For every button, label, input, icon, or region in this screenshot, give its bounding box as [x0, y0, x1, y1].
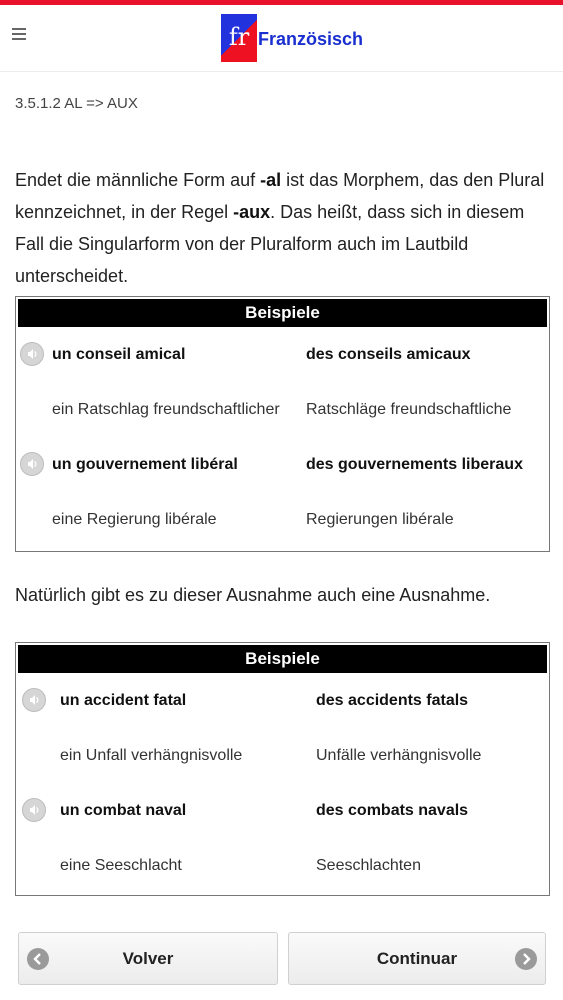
examples-table-1	[15, 296, 550, 552]
section-breadcrumb: 3.5.1.2 AL => AUX	[15, 95, 138, 112]
continue-button[interactable]	[288, 932, 546, 985]
arrow-right-icon	[515, 948, 537, 970]
french-flag-logo: fr	[221, 14, 257, 62]
speaker-icon[interactable]	[22, 798, 46, 822]
exception-paragraph: Natürlich gibt es zu dieser Ausnahme auch eine Ausnahme.	[15, 585, 491, 605]
example-row	[16, 437, 549, 492]
german-singular: eine Seeschlacht	[60, 857, 182, 874]
german-plural: Unfälle verhängnisvolle	[316, 747, 482, 764]
french-plural: des accidents fatals	[316, 692, 469, 709]
german-plural: Ratschläge freundschaftliche	[306, 401, 512, 418]
translation-row	[16, 382, 549, 437]
translation-row	[16, 492, 549, 547]
speaker-icon[interactable]	[20, 342, 44, 366]
intro-bold-al: -al	[260, 170, 282, 190]
french-plural: des combats navals	[316, 802, 469, 819]
back-button[interactable]	[18, 932, 278, 985]
speaker-icon[interactable]	[22, 688, 46, 712]
app-title: Französisch	[258, 29, 364, 49]
intro-text-3: . Das heißt, dass sich in diesem Fall die Singularform von der Pluralform auch im Lautbild unterscheidet.	[15, 202, 525, 286]
french-plural: des conseils amicaux	[306, 346, 471, 363]
intro-paragraph	[15, 164, 555, 292]
intro-text-2: ist das Morphem, das den Plural kennzeichnet, in der Regel	[15, 170, 545, 222]
translation-row	[16, 728, 549, 783]
example-row	[16, 673, 549, 728]
back-button-label: Volver	[122, 949, 174, 968]
german-plural: Seeschlachten	[316, 857, 421, 874]
arrow-left-icon	[27, 948, 49, 970]
german-plural: Regierungen libérale	[306, 511, 454, 528]
german-singular: ein Ratschlag freundschaftlicher	[52, 401, 280, 418]
german-singular: ein Unfall verhängnisvolle	[60, 747, 243, 764]
german-singular: eine Regierung libérale	[52, 511, 217, 528]
examples-heading: Beispiele	[18, 299, 547, 327]
french-singular: un conseil amical	[52, 346, 186, 363]
french-plural: des gouvernements liberaux	[306, 456, 523, 473]
hamburger-menu-icon[interactable]	[12, 28, 26, 42]
french-singular: un gouvernement libéral	[52, 456, 238, 473]
speaker-icon[interactable]	[20, 452, 44, 476]
intro-bold-aux: -aux	[233, 202, 271, 222]
examples-heading: Beispiele	[18, 645, 547, 673]
intro-text-1: Endet die männliche Form auf	[15, 170, 261, 190]
french-singular: un combat naval	[60, 802, 187, 819]
example-row	[16, 327, 549, 382]
examples-table-2	[15, 642, 550, 896]
translation-row	[16, 838, 549, 893]
example-row	[16, 783, 549, 838]
french-singular: un accident fatal	[60, 692, 187, 709]
app-header	[0, 5, 563, 72]
continue-button-label: Continuar	[376, 949, 458, 968]
